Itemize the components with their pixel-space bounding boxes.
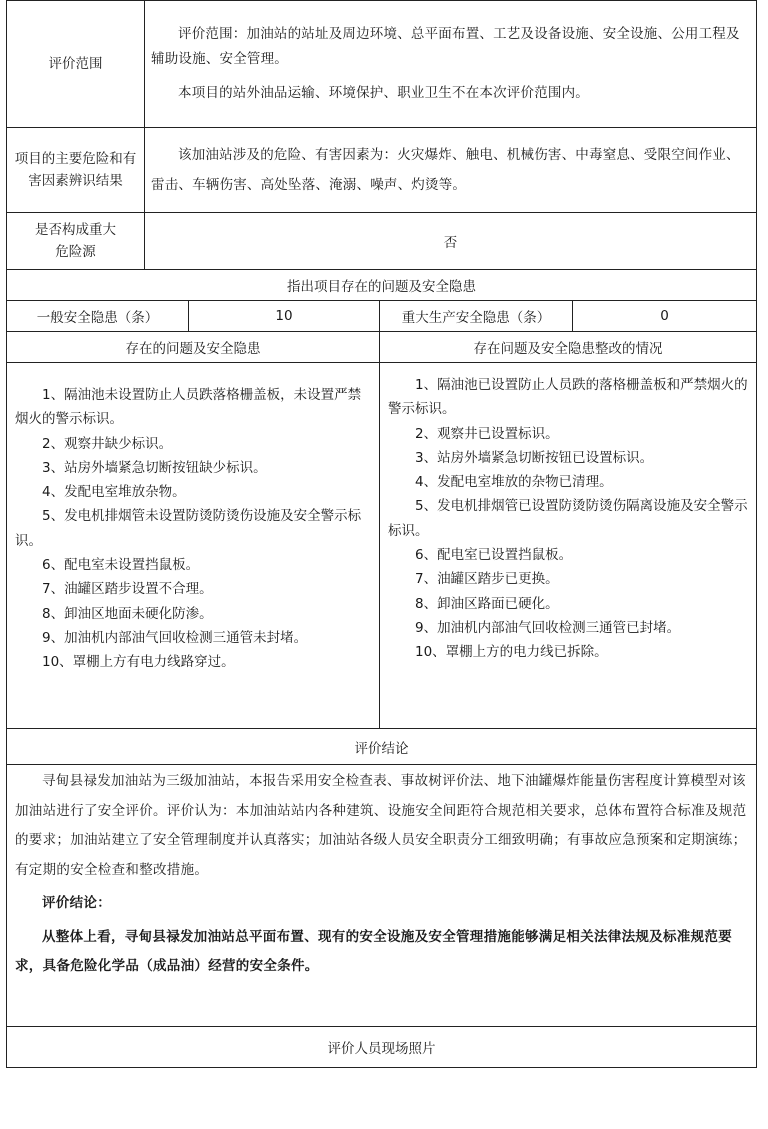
rectification-list	[380, 363, 757, 729]
major-hazard-count-label: 重大生产安全隐患（条）	[380, 301, 573, 332]
rectification-item-3: 3、站房外墙紧急切断按钮已设置标识。	[415, 449, 654, 466]
rectification-item-6: 6、配电室已设置挡鼠板。	[415, 547, 573, 564]
problem-item-7: 7、油罐区踏步设置不合理。	[42, 581, 213, 598]
conclusion-title: 评价结论	[7, 729, 757, 765]
conclusion-row	[7, 765, 757, 1027]
scope-content	[145, 1, 757, 128]
photos-row	[7, 1027, 757, 1068]
rectification-item-4: 4、发配电室堆放的杂物已清理。	[415, 474, 613, 491]
problem-item-10: 10、罩棚上方有电力线路穿过。	[42, 654, 235, 671]
rectification-item-2: 2、观察井已设置标识。	[415, 425, 559, 442]
rectification-column-header: 存在问题及安全隐患整改的情况	[380, 332, 757, 363]
rectification-item-9: 9、加油机内部油气回收检测三通管已封堵。	[415, 619, 681, 636]
problems-list	[7, 363, 380, 729]
conclusion-bold-text: 从整体上看，寻甸县禄发加油站总平面布置、现有的安全设施及安全管理措施能够满足相关法律法规及标准规范要求，具备危险化学品（成品油）经营的安全条件。	[15, 928, 732, 974]
major-hazard-label: 是否构成重大危险源	[7, 213, 145, 270]
conclusion-subtitle: 评价结论：	[42, 895, 111, 911]
scope-paragraph-1: 评价范围：加油站的站址及周边环境、总平面布置、工艺及设备设施、安全设施、公用工程及辅助设施、安全管理。	[151, 26, 740, 67]
scope-label: 评价范围	[7, 1, 145, 128]
problems-column-header: 存在的问题及安全隐患	[7, 332, 380, 363]
scope-paragraph-2: 本项目的站外油品运输、环境保护、职业卫生不在本次评价范围内。	[178, 85, 589, 102]
report-table	[6, 0, 757, 1068]
conclusion-body: 寻甸县禄发加油站为三级加油站，本报告采用安全检查表、事故树评价法、地下油罐爆炸能量伤害程度计算模型对该加油站进行了安全评价。评价认为：本加油站站内各种建筑、设施安全间距符合规范相关要求，总体布置符合标准及规范的要求；加油站建立了安全管理制度并认真落实；加油站各级人员安全职责分工细致明确；有事故应急预案和定期演练；有定期的安全检查和整改措施。	[15, 773, 747, 878]
rectification-item-8: 8、卸油区路面已硬化。	[415, 595, 559, 612]
scope-row	[7, 1, 757, 128]
issues-column-header-row	[7, 332, 757, 363]
major-hazard-row	[7, 213, 757, 270]
hazards-content	[145, 128, 757, 213]
major-hazard-value: 否	[145, 213, 757, 270]
general-hazard-count: 10	[189, 301, 380, 332]
problem-item-3: 3、站房外墙紧急切断按钮缺少标识。	[42, 459, 267, 476]
hazards-text: 该加油站涉及的危险、有害因素为：火灾爆炸、触电、机械伤害、中毒窒息、受限空间作业、雷击、车辆伤害、高处坠落、淹溺、噪声、灼烫等。	[151, 147, 740, 193]
problem-item-4: 4、发配电室堆放杂物。	[42, 484, 186, 501]
problem-item-9: 9、加油机内部油气回收检测三通管未封堵。	[42, 629, 308, 646]
conclusion-content	[7, 765, 757, 1027]
conclusion-title-row	[7, 729, 757, 765]
rectification-item-7: 7、油罐区踏步已更换。	[415, 571, 559, 588]
problem-item-2: 2、观察井缺少标识。	[42, 435, 173, 452]
problem-item-5: 5、发电机排烟管未设置防烫防烫伤设施及安全警示标识。	[15, 508, 362, 549]
issues-list-row	[7, 363, 757, 729]
hazards-row	[7, 128, 757, 213]
rectification-item-10: 10、罩棚上方的电力线已拆除。	[415, 644, 608, 661]
hazards-label: 项目的主要危险和有害因素辨识结果	[7, 128, 145, 213]
evaluation-report-table	[6, 0, 756, 1068]
major-hazard-count: 0	[573, 301, 757, 332]
issue-count-row	[7, 301, 757, 332]
general-hazard-label: 一般安全隐患（条）	[7, 301, 189, 332]
problem-item-8: 8、卸油区地面未硬化防渗。	[42, 605, 213, 622]
problem-item-1: 1、隔油池未设置防止人员跌落格栅盖板，未设置严禁烟火的警示标识。	[15, 387, 362, 428]
issues-section-title: 指出项目存在的问题及安全隐患	[7, 270, 757, 301]
problem-item-6: 6、配电室未设置挡鼠板。	[42, 557, 200, 574]
rectification-item-5: 5、发电机排烟管已设置防烫防烫伤隔离设施及安全警示标识。	[388, 498, 748, 539]
issues-title-row	[7, 270, 757, 301]
rectification-item-1: 1、隔油池已设置防止人员跌的落格栅盖板和严禁烟火的警示标识。	[388, 377, 748, 418]
photos-title: 评价人员现场照片	[7, 1027, 757, 1068]
